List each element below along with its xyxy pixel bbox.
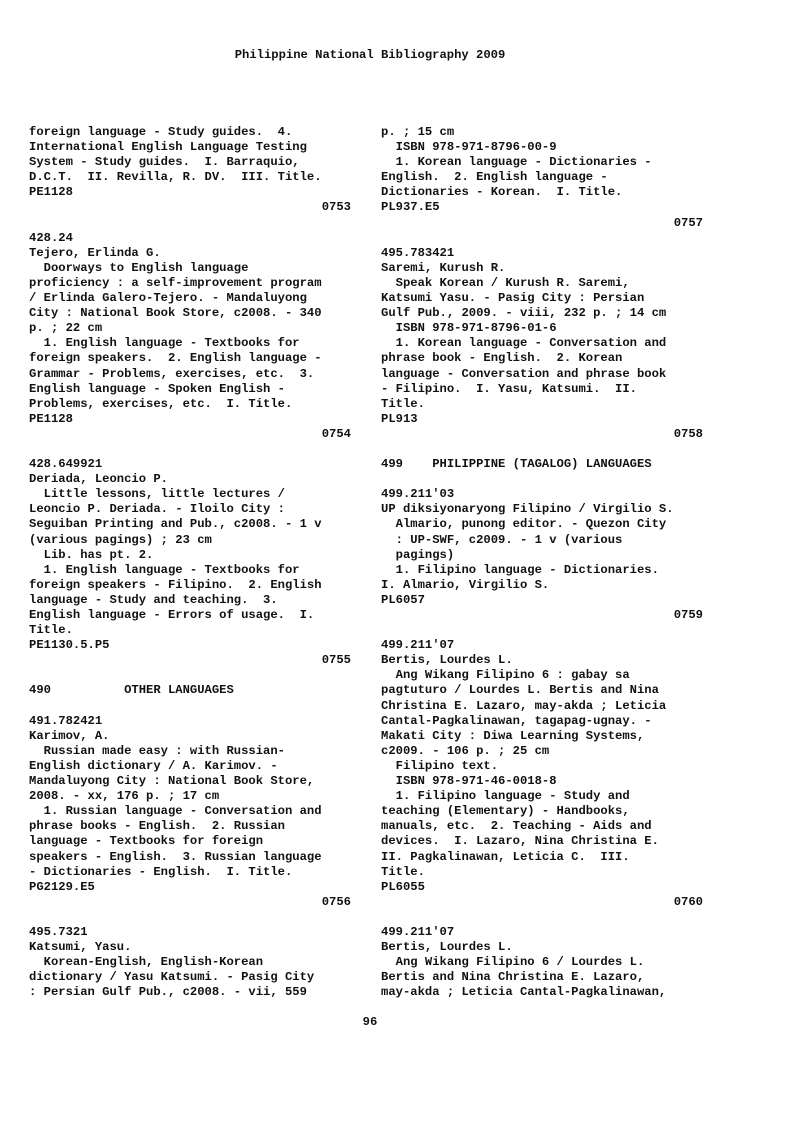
- entry-line: 1. Filipino language - Study and: [381, 789, 630, 804]
- entry-line: I. Almario, Virgilio S.: [381, 577, 550, 592]
- entry-line: Seguiban Printing and Pub., c2008. - 1 v: [29, 517, 322, 532]
- entry-line: speakers - English. 3. Russian language: [29, 849, 322, 864]
- entry-line: 495.7321: [29, 924, 88, 939]
- entry-number: 0760: [673, 894, 703, 909]
- entry-line: PG2129.E5: [29, 879, 95, 894]
- entry-line: phrase book - English. 2. Korean: [381, 351, 623, 366]
- right-column: [381, 125, 703, 1000]
- entry-line: 499.211'03: [381, 487, 455, 502]
- entry-number: 0756: [321, 894, 351, 909]
- blank-line: [381, 472, 703, 487]
- entry-line: ISBN 978-971-8796-01-6: [381, 321, 557, 336]
- entry-line: Cantal-Pagkalinawan, tagapag-ugnay. -: [381, 713, 652, 728]
- entry-line: PE1128: [29, 185, 73, 200]
- entry-line: dictionary / Yasu Katsumi. - Pasig City: [29, 970, 315, 985]
- entry-line: PL937.E5: [381, 200, 440, 215]
- entry-line: Russian made easy : with Russian-: [29, 743, 285, 758]
- entry-number: 0757: [673, 215, 703, 230]
- entry-line: UP diksiyonaryong Filipino / Virgilio S.: [381, 502, 674, 517]
- entry-line: 428.649921: [29, 457, 103, 472]
- entry-line: 499.211'07: [381, 924, 455, 939]
- entry-line: 2008. - xx, 176 p. ; 17 cm: [29, 789, 220, 804]
- entry-line: 499.211'07: [381, 638, 455, 653]
- entry-line: - Filipino. I. Yasu, Katsumi. II.: [381, 381, 637, 396]
- entry-line: 491.782421: [29, 713, 103, 728]
- entry-line: Title.: [381, 864, 425, 879]
- entry-line: Bertis and Nina Christina E. Lazaro,: [381, 970, 645, 985]
- entry-line: 1. Filipino language - Dictionaries.: [381, 562, 659, 577]
- entry-line: Ang Wikang Filipino 6 / Lourdes L.: [381, 955, 645, 970]
- entry-number: 0759: [673, 608, 703, 622]
- entry-line: Mandaluyong City : National Book Store,: [29, 774, 315, 789]
- entry-number: 0754: [321, 426, 351, 441]
- entry-number: 0758: [673, 426, 703, 441]
- entry-line: English dictionary / A. Karimov. -: [29, 758, 278, 773]
- entry-line: Leoncio P. Deriada. - Iloilo City :: [29, 502, 285, 517]
- entry-line: phrase books - English. 2. Russian: [29, 819, 285, 834]
- entry-line: 1. English language - Textbooks for: [29, 562, 300, 577]
- entry-line: Doorways to English language: [29, 260, 249, 275]
- entry-line: PL6055: [381, 879, 425, 894]
- entry-line: Saremi, Kurush R.: [381, 260, 506, 275]
- entry-line: p. ; 15 cm: [381, 125, 455, 139]
- entry-line: Dictionaries - Korean. I. Title.: [381, 185, 623, 200]
- entry-line: Christina E. Lazaro, may-akda ; Leticia: [381, 698, 667, 713]
- blank-line: [381, 231, 703, 246]
- blank-line: [381, 442, 703, 457]
- entry-line: 1. English language - Textbooks for: [29, 336, 300, 351]
- entry-line: Tejero, Erlinda G.: [29, 245, 161, 260]
- entry-line: foreign language - Study guides. 4.: [29, 125, 293, 139]
- blank-line: [29, 668, 351, 683]
- entry-line: English language - Spoken English -: [29, 381, 285, 396]
- entry-line: 1. Korean language - Conversation and: [381, 336, 667, 351]
- entry-line: foreign speakers. 2. English language -: [29, 351, 322, 366]
- entry-line: Title.: [29, 623, 73, 638]
- entry-line: Karimov, A.: [29, 728, 110, 743]
- blank-line: [381, 910, 703, 925]
- entry-line: language - Study and teaching. 3.: [29, 592, 278, 607]
- entry-line: 1. Korean language - Dictionaries -: [381, 155, 652, 170]
- entry-line: Bertis, Lourdes L.: [381, 653, 513, 668]
- entry-line: Title.: [381, 396, 425, 411]
- entry-line: 490 OTHER LANGUAGES: [29, 683, 234, 698]
- entry-line: Korean-English, English-Korean: [29, 955, 264, 970]
- entry-line: : Persian Gulf Pub., c2008. - vii, 559: [29, 985, 307, 1000]
- entry-line: language - Conversation and phrase book: [381, 366, 667, 381]
- entry-line: English language - Errors of usage. I.: [29, 608, 315, 622]
- page-header: Philippine National Bibliography 2009: [234, 48, 506, 62]
- entry-line: 499 PHILIPPINE (TAGALOG) LANGUAGES: [381, 457, 652, 472]
- entry-line: p. ; 22 cm: [29, 321, 103, 336]
- entry-line: c2009. - 106 p. ; 25 cm: [381, 743, 550, 758]
- entry-line: Katsumi, Yasu.: [29, 940, 132, 955]
- entry-line: Grammar - Problems, exercises, etc. 3.: [29, 366, 315, 381]
- entry-line: (various pagings) ; 23 cm: [29, 532, 212, 547]
- entry-line: City : National Book Store, c2008. - 340: [29, 306, 322, 321]
- entry-line: 495.783421: [381, 245, 455, 260]
- entry-line: Speak Korean / Kurush R. Saremi,: [381, 275, 630, 290]
- entry-line: Filipino text.: [381, 758, 499, 773]
- entry-line: language - Textbooks for foreign: [29, 834, 264, 849]
- entry-line: Gulf Pub., 2009. - viii, 232 p. ; 14 cm: [381, 306, 667, 321]
- entry-line: - Dictionaries - English. I. Title.: [29, 864, 293, 879]
- entry-line: D.C.T. II. Revilla, R. DV. III. Title.: [29, 170, 322, 185]
- entry-line: Lib. has pt. 2.: [29, 547, 154, 562]
- blank-line: [29, 442, 351, 457]
- entry-line: PE1130.5.P5: [29, 638, 110, 653]
- entry-line: Deriada, Leoncio P.: [29, 472, 168, 487]
- entry-line: System - Study guides. I. Barraquio,: [29, 155, 300, 170]
- entry-line: pagtuturo / Lourdes L. Bertis and Nina: [381, 683, 659, 698]
- entry-line: Little lessons, little lectures /: [29, 487, 285, 502]
- entry-line: manuals, etc. 2. Teaching - Aids and: [381, 819, 652, 834]
- page-number: 96: [362, 1015, 378, 1029]
- entry-line: PL913: [381, 411, 418, 426]
- entry-line: English. 2. English language -: [381, 170, 608, 185]
- entry-line: devices. I. Lazaro, Nina Christina E.: [381, 834, 659, 849]
- entry-line: teaching (Elementary) - Handbooks,: [381, 804, 630, 819]
- entry-line: PL6057: [381, 592, 425, 607]
- blank-line: [381, 623, 703, 638]
- entry-line: proficiency : a self-improvement program: [29, 275, 322, 290]
- entry-line: foreign speakers - Filipino. 2. English: [29, 577, 322, 592]
- entry-line: 1. Russian language - Conversation and: [29, 804, 322, 819]
- left-column: [29, 125, 351, 1000]
- entry-line: PE1128: [29, 411, 73, 426]
- blank-line: [29, 699, 351, 714]
- entry-line: / Erlinda Galero-Tejero. - Mandaluyong: [29, 291, 307, 306]
- entry-number: 0753: [321, 200, 351, 215]
- blank-line: [29, 216, 351, 231]
- entry-line: Bertis, Lourdes L.: [381, 940, 513, 955]
- entry-line: ISBN 978-971-46-0018-8: [381, 774, 557, 789]
- entry-line: may-akda ; Leticia Cantal-Pagkalinawan,: [381, 985, 667, 1000]
- entry-line: II. Pagkalinawan, Leticia C. III.: [381, 849, 630, 864]
- entry-line: pagings): [381, 547, 455, 562]
- entry-number: 0755: [321, 653, 351, 668]
- entry-line: ISBN 978-971-8796-00-9: [381, 140, 557, 155]
- entry-line: Makati City : Diwa Learning Systems,: [381, 728, 645, 743]
- entry-line: Problems, exercises, etc. I. Title.: [29, 396, 293, 411]
- blank-line: [29, 910, 351, 925]
- entry-line: Katsumi Yasu. - Pasig City : Persian: [381, 291, 645, 306]
- entry-line: 428.24: [29, 230, 73, 245]
- entry-line: Almario, punong editor. - Quezon City: [381, 517, 667, 532]
- entry-line: : UP-SWF, c2009. - 1 v (various: [381, 532, 623, 547]
- entry-line: Ang Wikang Filipino 6 : gabay sa: [381, 668, 630, 683]
- entry-line: International English Language Testing: [29, 140, 307, 155]
